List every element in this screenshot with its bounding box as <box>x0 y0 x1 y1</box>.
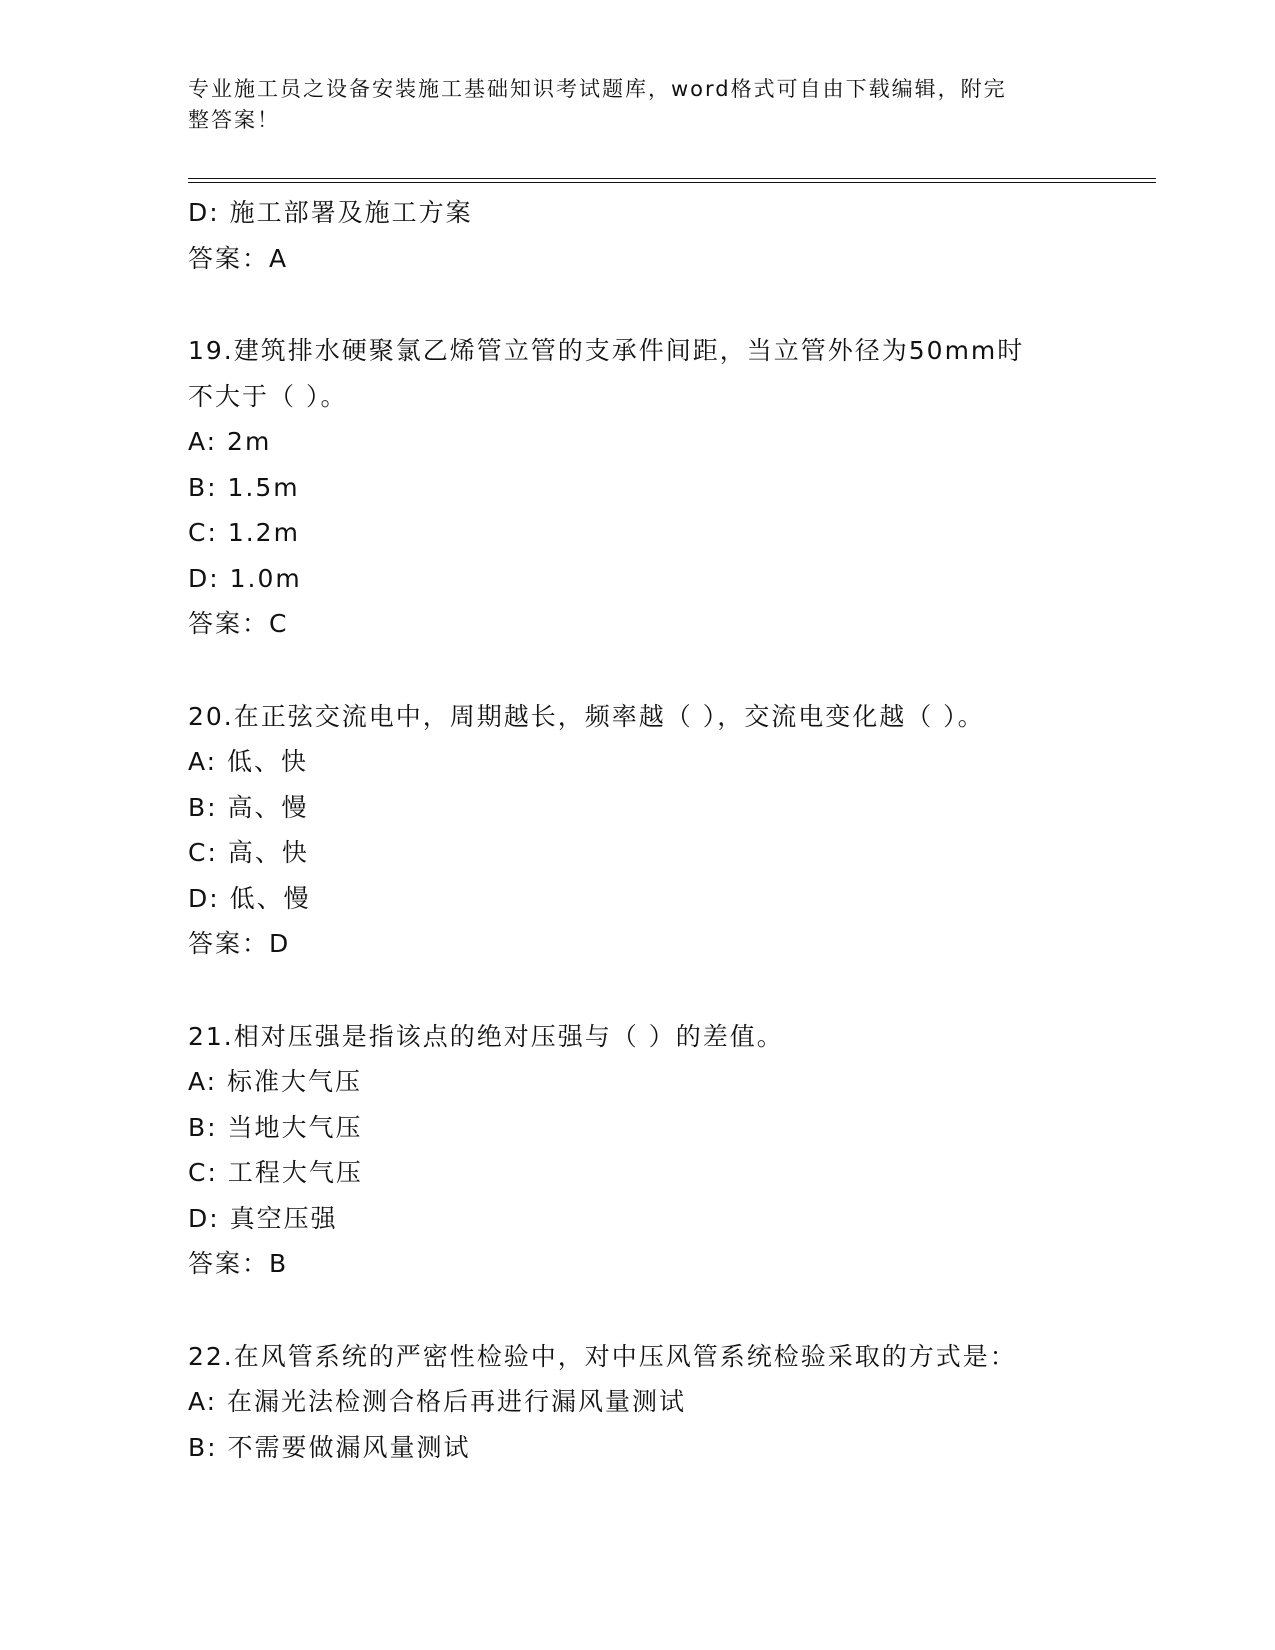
question-19-option-b: B: 1.5m <box>188 472 300 502</box>
question-19-answer: 答案：C <box>188 609 289 638</box>
question-20-option-d: D: 低、慢 <box>188 883 311 913</box>
header-line-1: 专业施工员之设备安装施工基础知识考试题库，word格式可自由下载编辑，附完 <box>188 77 1007 101</box>
question-22-text: 22.在风管系统的严密性检验中，对中压风管系统检验采取的方式是： <box>188 1341 1017 1371</box>
prev-answer: 答案：A <box>188 243 289 273</box>
question-21-answer: 答案：B <box>188 1249 289 1278</box>
question-20-text: 20.在正弦交流电中，周期越长，频率越（ ），交流电变化越（ ）。 <box>188 701 985 731</box>
prev-option-d: D: 施工部署及施工方案 <box>188 198 473 227</box>
question-19-option-d: D: 1.0m <box>188 563 302 593</box>
question-22-option-b: B: 不需要做漏风量测试 <box>188 1432 471 1462</box>
document-header <box>188 74 1058 136</box>
question-21-option-c: C: 工程大气压 <box>188 1158 363 1187</box>
question-20-option-a: A: 低、快 <box>188 747 309 776</box>
header-divider-top <box>188 178 1156 179</box>
question-19 <box>188 328 1088 647</box>
header-divider-bottom <box>188 182 1156 183</box>
question-19-option-c: C: 1.2m <box>188 518 300 547</box>
question-20-answer: 答案：D <box>188 929 291 958</box>
header-line-2: 整答案！ <box>188 108 280 132</box>
question-21-option-b: B: 当地大气压 <box>188 1112 363 1142</box>
question-20-option-b: B: 高、慢 <box>188 792 309 822</box>
question-22-option-a: A: 在漏光法检测合格后再进行漏风量测试 <box>188 1387 687 1416</box>
question-21-option-a: A: 标准大气压 <box>188 1067 363 1096</box>
question-20-option-c: C: 高、快 <box>188 838 309 867</box>
question-22 <box>188 1334 1088 1471</box>
question-21-text: 21.相对压强是指该点的绝对压强与（ ）的差值。 <box>188 1021 784 1051</box>
question-content <box>188 190 1088 1470</box>
question-21 <box>188 1014 1088 1287</box>
question-21-option-d: D: 真空压强 <box>188 1203 338 1233</box>
question-19-text-line-2: 不大于（ ）。 <box>188 381 348 411</box>
question-20 <box>188 694 1088 967</box>
question-19-option-a: A: 2m <box>188 427 272 456</box>
question-19-text-line-1: 19.建筑排水硬聚氯乙烯管立管的支承件间距，当立管外径为50mm时 <box>188 336 1025 365</box>
